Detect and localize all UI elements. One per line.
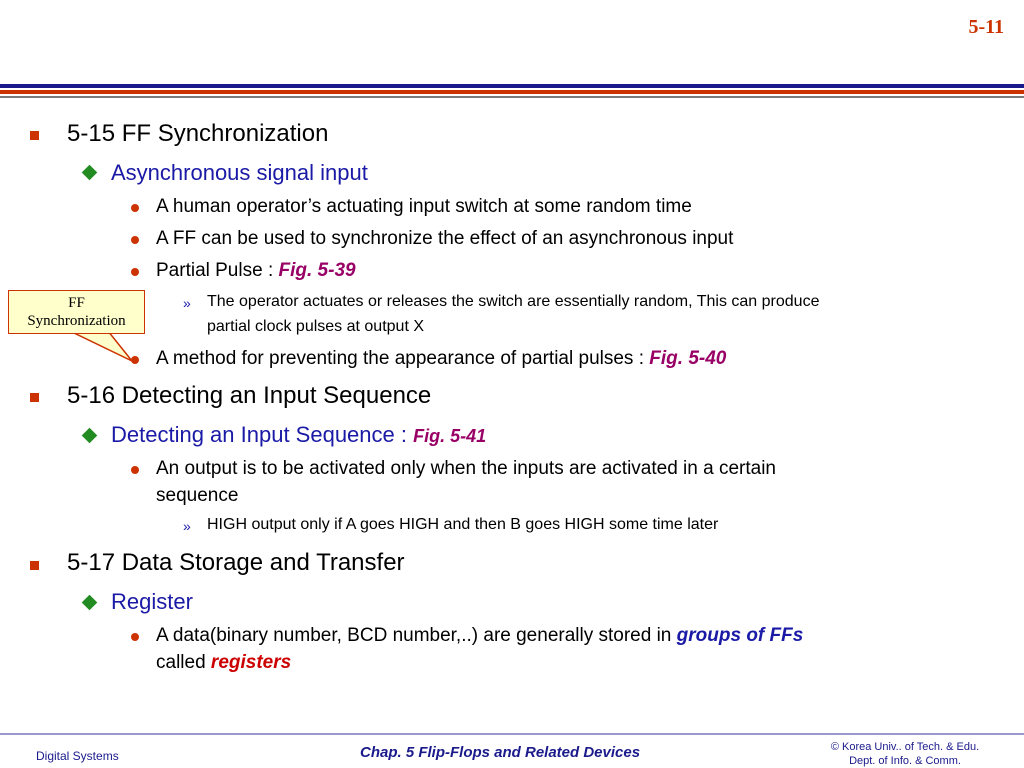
bullet-text-plain: called: [156, 652, 211, 673]
bullet-text-line2: sequence: [156, 485, 239, 506]
section-heading: 5-15 FF Synchronization: [67, 120, 329, 147]
page-number: 5-11: [968, 16, 1004, 38]
figure-reference: Fig. 5-40: [649, 348, 727, 369]
callout-box: [8, 290, 145, 334]
callout-line1: FF: [68, 295, 85, 311]
bullet-text-plain: A data(binary number, BCD number,..) are generally stored in: [156, 625, 677, 646]
sub-bullet-text: HIGH output only if A goes HIGH and then B goes HIGH some time later: [207, 516, 719, 533]
emphasis-text: registers: [210, 652, 292, 673]
footer-copyright: [790, 740, 1020, 768]
bullet-text: A human operator’s actuating input switch at some random time: [156, 196, 692, 217]
figure-reference: Fig. 5-41: [413, 426, 487, 446]
diamond-bullet-icon: [82, 428, 98, 444]
section-heading: 5-16 Detecting an Input Sequence: [67, 382, 432, 409]
header-rule: [0, 84, 1024, 102]
square-bullet-icon: [30, 393, 39, 402]
emphasis-text: groups of FFs: [676, 625, 804, 646]
dot-bullet-icon: [131, 204, 139, 212]
double-arrow-bullet-icon: »: [183, 295, 191, 311]
bullet-text-plain: A method for preventing the appearance of partial pulses :: [156, 348, 650, 369]
diamond-bullet-icon: [82, 595, 98, 611]
footer-copyright-line1: © Korea Univ.. of Tech. & Edu.: [830, 741, 980, 753]
footer-chapter-title: Chap. 5 Flip-Flops and Related Devices: [360, 744, 641, 761]
bullet-text: A FF can be used to synchronize the effect of an asynchronous input: [156, 228, 734, 249]
bullet-text: [156, 348, 726, 370]
section-heading: 5-17 Data Storage and Transfer: [67, 549, 405, 576]
bullet-text-plain: Partial Pulse :: [156, 260, 279, 281]
subsection-heading-text: Detecting an Input Sequence :: [111, 422, 414, 447]
figure-reference: Fig. 5-39: [278, 260, 356, 281]
dot-bullet-icon: [131, 268, 139, 276]
bullet-text-line1: [156, 625, 803, 647]
dot-bullet-icon: [131, 633, 139, 641]
callout-pointer: [70, 330, 140, 364]
square-bullet-icon: [30, 131, 39, 140]
diamond-bullet-icon: [82, 165, 98, 181]
dot-bullet-icon: [131, 236, 139, 244]
callout-line2: Synchronization: [27, 313, 126, 329]
double-arrow-bullet-icon: »: [183, 518, 191, 534]
subsection-heading: Register: [111, 589, 193, 614]
sub-bullet-text-line1: The operator actuates or releases the switch are essentially random, This can produce: [207, 293, 820, 310]
bullet-text-line1: An output is to be activated only when the inputs are activated in a certain: [156, 458, 776, 479]
footer-copyright-line2: Dept. of Info. & Comm.: [849, 755, 961, 767]
square-bullet-icon: [30, 561, 39, 570]
footer-course: Digital Systems: [36, 749, 119, 763]
bullet-text: [156, 260, 356, 282]
subsection-heading: Asynchronous signal input: [111, 160, 368, 185]
footer-rule: [0, 733, 1024, 735]
subsection-heading: [111, 422, 486, 448]
dot-bullet-icon: [131, 466, 139, 474]
sub-bullet-text-line2: partial clock pulses at output X: [207, 318, 425, 335]
bullet-text-line2: [156, 652, 291, 674]
